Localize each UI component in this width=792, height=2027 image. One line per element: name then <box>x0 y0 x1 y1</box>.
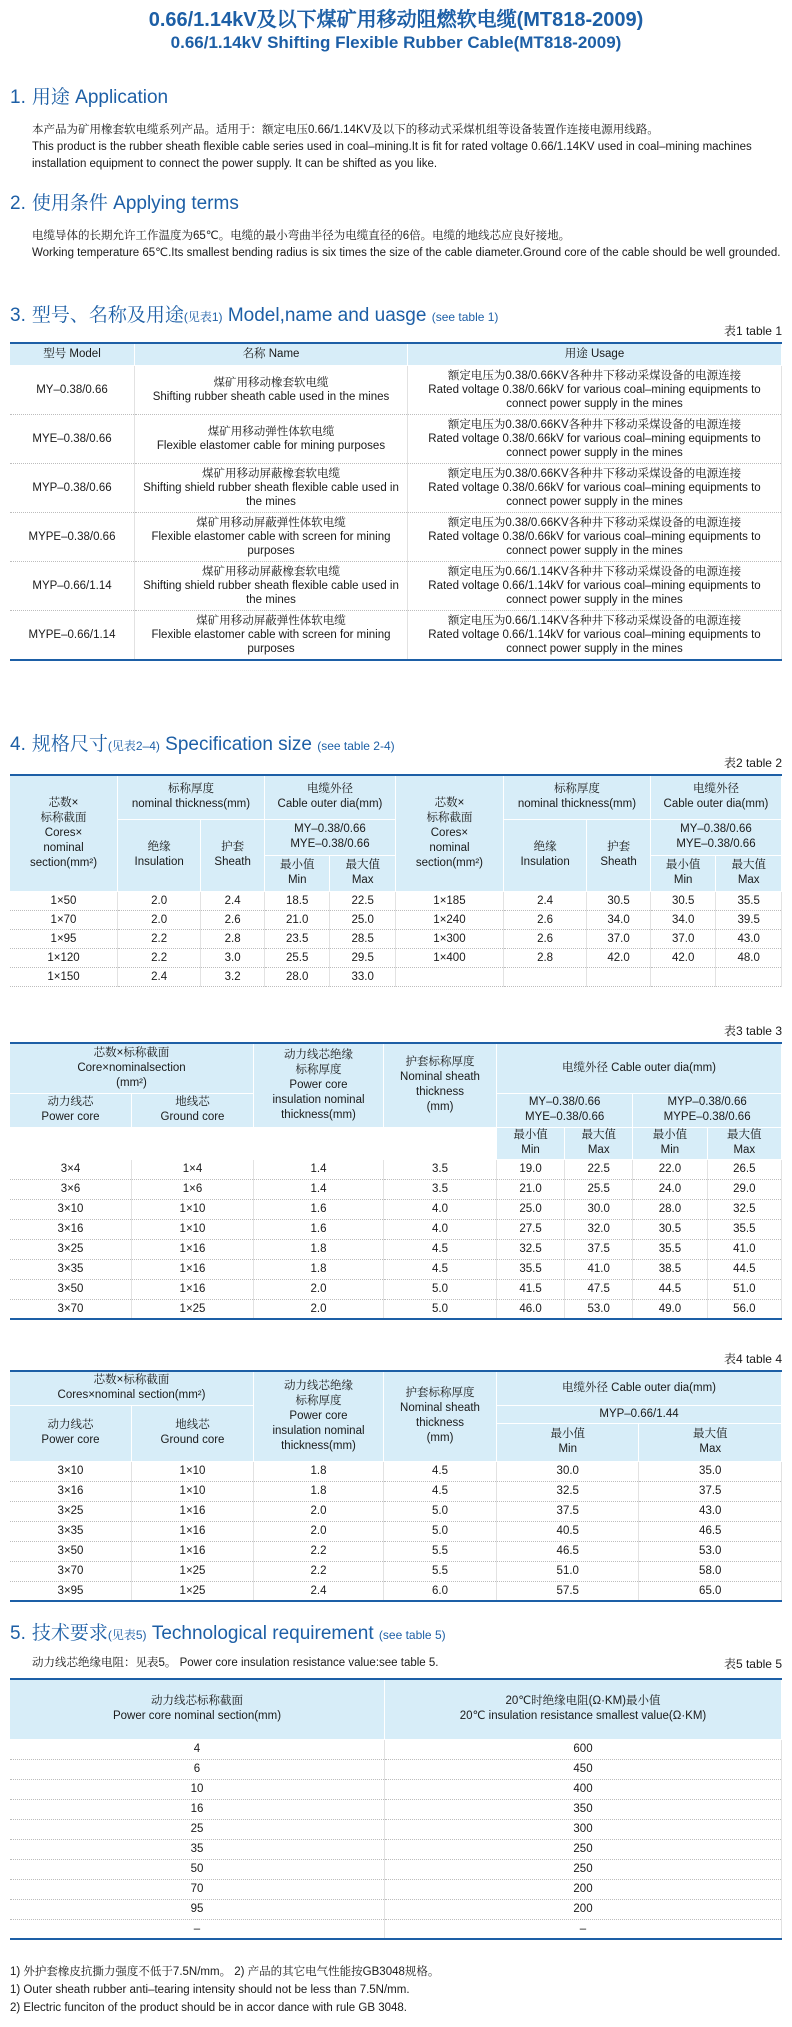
table-cell: 1×16 <box>132 1501 254 1521</box>
section-2-heading: 2. 使用条件 Applying terms <box>10 193 239 214</box>
table-cell: 1.8 <box>254 1259 384 1279</box>
table-row <box>10 1759 782 1779</box>
table-cell: 3.5 <box>384 1179 497 1199</box>
table-2-header: 绝缘 Insulation <box>503 819 586 891</box>
table-2-label: 表2 table 2 <box>723 756 782 770</box>
table-cell: 3×50 <box>10 1279 132 1299</box>
table-cell: 3×25 <box>10 1239 132 1259</box>
table-cell: 95 <box>10 1899 385 1919</box>
table-1 <box>10 342 782 661</box>
table-cell: 37.0 <box>650 929 715 948</box>
table-cell: MYPE–0.66/1.14 <box>10 610 135 660</box>
table-2 <box>10 774 782 987</box>
table-3-header: 护套标称厚度 Nominal sheath thickness (mm) <box>384 1043 497 1127</box>
table-cell: MYE–0.38/0.66 <box>10 414 135 463</box>
section-5-heading: 5. 技术要求(见表5) Technological requirement (see table 5) <box>10 1623 446 1644</box>
table-cell: 32.5 <box>497 1481 639 1501</box>
table-3-header: 最大值 Max <box>565 1127 633 1159</box>
table-2-header: 芯数× 标称截面 Cores× nominal section(mm²) <box>395 775 503 891</box>
table-row <box>10 561 782 610</box>
table-cell: 49.0 <box>633 1299 707 1319</box>
table-cell: 1×185 <box>395 891 503 910</box>
table-cell: 煤矿用移动屏蔽橡套软电缆 Shifting shield rubber sheath flexible cable used in the mines <box>135 561 408 610</box>
table-cell: 4.0 <box>384 1219 497 1239</box>
table-3-label: 表3 table 3 <box>723 1024 782 1038</box>
table-cell: 57.5 <box>497 1581 639 1601</box>
table-2-header: 护套 Sheath <box>587 819 651 891</box>
table-cell: 35.5 <box>707 1219 781 1239</box>
table-cell: 30.0 <box>497 1461 639 1481</box>
table-cell: 3×16 <box>10 1481 132 1501</box>
table-cell: 3×50 <box>10 1541 132 1561</box>
table-cell: 5.0 <box>384 1501 497 1521</box>
table-1-label: 表1 table 1 <box>723 324 782 338</box>
table-cell: 21.0 <box>264 910 329 929</box>
table-3-header: 最小值 Min <box>633 1127 707 1159</box>
table-cell: 600 <box>385 1739 782 1759</box>
table-cell: 2.0 <box>118 891 201 910</box>
table-row <box>10 1919 782 1939</box>
table-cell: 37.5 <box>639 1481 782 1501</box>
table-4-header: 护套标称厚度 Nominal sheath thickness (mm) <box>384 1371 497 1461</box>
table-cell: 1×150 <box>10 967 118 986</box>
table-5 <box>10 1678 782 1940</box>
table-cell: 32.5 <box>497 1239 565 1259</box>
table-row <box>10 1239 782 1259</box>
table-cell: 51.0 <box>497 1561 639 1581</box>
table-cell: 3×25 <box>10 1501 132 1521</box>
table-cell: 27.5 <box>497 1219 565 1239</box>
table-cell: 4.5 <box>384 1239 497 1259</box>
table-cell: 300 <box>385 1819 782 1839</box>
table-cell: 37.5 <box>497 1501 639 1521</box>
table-cell: 2.8 <box>201 929 265 948</box>
section-3-heading: 3. 型号、名称及用途(见表1) Model,name and uasge (see table 1) <box>10 305 499 326</box>
table-cell: 3×6 <box>10 1179 132 1199</box>
table-cell: 1×400 <box>395 948 503 967</box>
table-cell: 1.6 <box>254 1219 384 1239</box>
table-cell: 1.8 <box>254 1239 384 1259</box>
table-2-header: 最小值 Min <box>264 855 329 891</box>
table-cell: 200 <box>385 1879 782 1899</box>
table-cell: 3×10 <box>10 1199 132 1219</box>
table-cell: 1×95 <box>10 929 118 948</box>
table-row <box>10 1899 782 1919</box>
table-cell: 2.0 <box>254 1521 384 1541</box>
table-1-header: 型号 Model <box>10 343 135 365</box>
table-row <box>10 610 782 660</box>
table-row <box>10 1819 782 1839</box>
table-cell: 2.4 <box>118 967 201 986</box>
table-cell <box>395 967 503 986</box>
table-cell: 2.6 <box>503 929 586 948</box>
table-4-header: 最小值 Min <box>497 1423 639 1461</box>
table-cell: 1×10 <box>132 1219 254 1239</box>
table-cell: 18.5 <box>264 891 329 910</box>
table-cell: 29.0 <box>707 1179 781 1199</box>
table-cell: 24.0 <box>633 1179 707 1199</box>
table-cell: 29.5 <box>330 948 396 967</box>
table-1-header: 用途 Usage <box>408 343 782 365</box>
table-row <box>10 1779 782 1799</box>
table-cell: 35.0 <box>639 1461 782 1481</box>
table-row <box>10 1879 782 1899</box>
table-2-header: 芯数× 标称截面 Cores× nominal section(mm²) <box>10 775 118 891</box>
table-cell: 3×10 <box>10 1461 132 1481</box>
table-cell: 41.5 <box>497 1279 565 1299</box>
section-2-text: 电缆导体的长期允许工作温度为65℃。电缆的最小弯曲半径为电缆直径的6倍。电缆的地线芯应良好接地。 Working temperature 65℃.Its smallest bending radius is six times the size of the cable diameter.Ground core of the cable should be well grounded. <box>32 230 781 259</box>
table-cell <box>716 967 782 986</box>
table-cell: 6 <box>10 1759 385 1779</box>
table-cell: 10 <box>10 1779 385 1799</box>
table-cell: 53.0 <box>639 1541 782 1561</box>
table-cell: 3×35 <box>10 1259 132 1279</box>
table-cell: 1×50 <box>10 891 118 910</box>
table-cell: 5.0 <box>384 1299 497 1319</box>
table-cell: 3.2 <box>201 967 265 986</box>
table-cell: 1×240 <box>395 910 503 929</box>
table-row <box>10 1541 782 1561</box>
table-cell: 1×120 <box>10 948 118 967</box>
table-cell: 2.2 <box>118 948 201 967</box>
table-row <box>10 1859 782 1879</box>
table-row <box>10 1279 782 1299</box>
table-cell: 3×35 <box>10 1521 132 1541</box>
table-cell: 46.5 <box>497 1541 639 1561</box>
table-cell: 48.0 <box>716 948 782 967</box>
table-cell: 30.0 <box>565 1199 633 1219</box>
table-1-header: 名称 Name <box>135 343 408 365</box>
table-cell: – <box>385 1919 782 1939</box>
table-cell: 40.5 <box>497 1521 639 1541</box>
table-cell: 1.8 <box>254 1481 384 1501</box>
table-cell: 41.0 <box>707 1239 781 1259</box>
table-cell: MYP–0.38/0.66 <box>10 463 135 512</box>
table-cell: 1×25 <box>132 1561 254 1581</box>
table-3-header: 芯数×标称截面 Core×nominalsection (mm²) <box>10 1043 254 1093</box>
table-cell: 51.0 <box>707 1279 781 1299</box>
table-row <box>10 948 782 967</box>
table-cell: 22.5 <box>565 1159 633 1179</box>
table-cell: 25 <box>10 1819 385 1839</box>
table-cell <box>503 967 586 986</box>
table-cell: 46.0 <box>497 1299 565 1319</box>
table-2-header: 标称厚度 nominal thickness(mm) <box>503 775 650 819</box>
table-cell: 250 <box>385 1839 782 1859</box>
table-cell: 28.0 <box>633 1199 707 1219</box>
table-cell: 39.5 <box>716 910 782 929</box>
table-cell: 2.4 <box>201 891 265 910</box>
table-cell: 4 <box>10 1739 385 1759</box>
table-3-header: MYP–0.38/0.66 MYPE–0.38/0.66 <box>633 1093 782 1127</box>
table-cell: 3.5 <box>384 1159 497 1179</box>
table-cell: 1×4 <box>132 1159 254 1179</box>
table-cell: 35.5 <box>497 1259 565 1279</box>
table-cell: 400 <box>385 1779 782 1799</box>
table-cell: 1×300 <box>395 929 503 948</box>
table-cell: 2.0 <box>254 1279 384 1299</box>
table-cell: 煤矿用移动橡套软电缆 Shifting rubber sheath cable used in the mines <box>135 365 408 414</box>
table-4 <box>10 1370 782 1602</box>
table-cell: 35 <box>10 1839 385 1859</box>
table-row <box>10 1259 782 1279</box>
table-cell: 2.0 <box>254 1501 384 1521</box>
table-cell: 22.5 <box>330 891 396 910</box>
table-cell: 5.0 <box>384 1279 497 1299</box>
table-cell: 3×70 <box>10 1299 132 1319</box>
table-2-header: MY–0.38/0.66 MYE–0.38/0.66 <box>264 819 395 855</box>
table-cell: – <box>10 1919 385 1939</box>
table-cell: 煤矿用移动屏蔽弹性体软电缆 Flexible elastomer cable with screen for mining purposes <box>135 610 408 660</box>
table-cell: 4.0 <box>384 1199 497 1219</box>
table-cell: 1×16 <box>132 1541 254 1561</box>
table-cell: 33.0 <box>330 967 396 986</box>
table-cell: 25.5 <box>565 1179 633 1199</box>
table-cell: 1×6 <box>132 1179 254 1199</box>
table-cell: MY–0.38/0.66 <box>10 365 135 414</box>
table-cell: 23.5 <box>264 929 329 948</box>
table-2-header: MY–0.38/0.66 MYE–0.38/0.66 <box>650 819 781 855</box>
table-2-header: 标称厚度 nominal thickness(mm) <box>118 775 265 819</box>
table-cell: 22.0 <box>633 1159 707 1179</box>
table-cell: 2.2 <box>254 1561 384 1581</box>
table-2-header: 电缆外径 Cable outer dia(mm) <box>650 775 781 819</box>
table-cell: 1.4 <box>254 1159 384 1179</box>
table-cell: 4.5 <box>384 1461 497 1481</box>
table-cell: 41.0 <box>565 1259 633 1279</box>
table-cell: 450 <box>385 1759 782 1779</box>
table-row <box>10 463 782 512</box>
table-cell: 5.5 <box>384 1541 497 1561</box>
table-cell: 42.0 <box>650 948 715 967</box>
table-cell: 1.4 <box>254 1179 384 1199</box>
table-row <box>10 1219 782 1239</box>
table-3-header: 最大值 Max <box>707 1127 781 1159</box>
table-cell: 1×25 <box>132 1581 254 1601</box>
table-cell: 350 <box>385 1799 782 1819</box>
table-cell: 34.0 <box>587 910 651 929</box>
table-cell: 1×10 <box>132 1461 254 1481</box>
table-3-header: 动力线芯 Power core <box>10 1093 132 1127</box>
table-3-header: 动力线芯绝缘 标称厚度 Power core insulation nominal thickness(mm) <box>254 1043 384 1127</box>
table-cell: 47.5 <box>565 1279 633 1299</box>
table-cell: 19.0 <box>497 1159 565 1179</box>
table-cell: 4.5 <box>384 1259 497 1279</box>
table-row <box>10 1299 782 1319</box>
table-cell: 37.0 <box>587 929 651 948</box>
table-cell: 21.0 <box>497 1179 565 1199</box>
table-cell: 2.6 <box>201 910 265 929</box>
table-cell: 42.0 <box>587 948 651 967</box>
table-cell: 额定电压为0.38/0.66KV各种井下移动采煤设备的电源连接 Rated voltage 0.38/0.66kV for various coal–mining equipments to connect power supply in the mines <box>408 414 782 463</box>
table-cell: 额定电压为0.38/0.66KV各种井下移动采煤设备的电源连接 Rated voltage 0.38/0.66kV for various coal–mining equipments to connect power supply in the mines <box>408 463 782 512</box>
table-cell: 30.5 <box>650 891 715 910</box>
table-cell: 额定电压为0.66/1.14KV各种井下移动采煤设备的电源连接 Rated voltage 0.66/1.14kV for various coal–mining equipments to connect power supply in the mines <box>408 561 782 610</box>
table-cell: 4.5 <box>384 1481 497 1501</box>
table-row <box>10 1839 782 1859</box>
table-cell: 5.5 <box>384 1561 497 1581</box>
table-cell: 额定电压为0.38/0.66KV各种井下移动采煤设备的电源连接 Rated voltage 0.38/0.66kV for various coal–mining equipments to connect power supply in the mines <box>408 512 782 561</box>
table-row <box>10 967 782 986</box>
table-cell: MYP–0.66/1.14 <box>10 561 135 610</box>
table-cell: 56.0 <box>707 1299 781 1319</box>
table-row <box>10 1461 782 1481</box>
page-title-en: 0.66/1.14kV Shifting Flexible Rubber Cable(MT818-2009) <box>170 33 622 52</box>
table-cell: 2.8 <box>503 948 586 967</box>
table-cell: 5.0 <box>384 1521 497 1541</box>
table-cell: 250 <box>385 1859 782 1879</box>
table-cell: 3×4 <box>10 1159 132 1179</box>
table-3-header: 最小值 Min <box>497 1127 565 1159</box>
table-4-header: 芯数×标称截面 Cores×nominal section(mm²) <box>10 1371 254 1405</box>
table-3 <box>10 1042 782 1320</box>
table-4-header: 地线芯 Ground core <box>132 1405 254 1461</box>
table-row <box>10 1501 782 1521</box>
table-row <box>10 891 782 910</box>
table-cell: 1×16 <box>132 1279 254 1299</box>
table-row <box>10 1481 782 1501</box>
table-cell: 2.2 <box>254 1541 384 1561</box>
table-cell: 1.8 <box>254 1461 384 1481</box>
table-cell: 200 <box>385 1899 782 1919</box>
table-cell: 额定电压为0.38/0.66KV各种井下移动采煤设备的电源连接 Rated voltage 0.38/0.66kV for various coal–mining equipments to connect power supply in the mines <box>408 365 782 414</box>
table-cell: 1×10 <box>132 1199 254 1219</box>
notes: 1) 外护套橡皮抗撕力强度不低于7.5N/mm。 2) 产品的其它电气性能按GB3048规格。 1) Outer sheath rubber anti–tearing intensity should not be less than 7.5N/mm. 2) Electric funciton of the product should be in accor dance with rule GB 3048. <box>10 1966 440 2014</box>
table-row <box>10 512 782 561</box>
table-cell <box>587 967 651 986</box>
table-cell: 70 <box>10 1879 385 1899</box>
table-cell: 43.0 <box>716 929 782 948</box>
table-cell: 额定电压为0.66/1.14KV各种井下移动采煤设备的电源连接 Rated voltage 0.66/1.14kV for various coal–mining equipments to connect power supply in the mines <box>408 610 782 660</box>
table-4-header: 电缆外径 Cable outer dia(mm) <box>497 1371 782 1405</box>
table-cell: 50 <box>10 1859 385 1879</box>
table-row <box>10 414 782 463</box>
table-cell: 25.0 <box>330 910 396 929</box>
table-cell: 25.5 <box>264 948 329 967</box>
table-2-header: 最大值 Max <box>716 855 782 891</box>
table-2-header: 绝缘 Insulation <box>118 819 201 891</box>
table-cell: 1×70 <box>10 910 118 929</box>
table-cell: 65.0 <box>639 1581 782 1601</box>
table-cell: 6.0 <box>384 1581 497 1601</box>
table-4-header: MYP–0.66/1.44 <box>497 1405 782 1423</box>
table-4-label: 表4 table 4 <box>723 1352 782 1366</box>
table-cell: 32.0 <box>565 1219 633 1239</box>
table-cell: 3×95 <box>10 1581 132 1601</box>
table-4-header: 最大值 Max <box>639 1423 782 1461</box>
table-cell: 2.4 <box>503 891 586 910</box>
table-cell: 32.5 <box>707 1199 781 1219</box>
table-row <box>10 1521 782 1541</box>
page-title-cn: 0.66/1.14kV及以下煤矿用移动阻燃软电缆(MT818-2009) <box>148 9 644 31</box>
table-cell: 16 <box>10 1799 385 1819</box>
table-cell: 煤矿用移动屏蔽橡套软电缆 Shifting shield rubber sheath flexible cable used in the mines <box>135 463 408 512</box>
table-cell: 煤矿用移动弹性体软电缆 Flexible elastomer cable for mining purposes <box>135 414 408 463</box>
table-cell: MYPE–0.38/0.66 <box>10 512 135 561</box>
table-cell: 43.0 <box>639 1501 782 1521</box>
table-cell: 35.5 <box>716 891 782 910</box>
table-cell: 2.2 <box>118 929 201 948</box>
section-5-intro: 动力线芯绝缘电阻：见表5。 Power core insulation resistance value:see table 5. <box>32 1657 439 1669</box>
table-5-header: 20℃时绝缘电阻(Ω·KM)最小值 20℃ insulation resistance smallest value(Ω·KM) <box>385 1679 782 1739</box>
table-cell: 44.5 <box>633 1279 707 1299</box>
table-cell: 44.5 <box>707 1259 781 1279</box>
table-2-header: 最小值 Min <box>650 855 715 891</box>
table-cell: 26.5 <box>707 1159 781 1179</box>
table-cell <box>650 967 715 986</box>
table-row <box>10 1581 782 1601</box>
table-row <box>10 1179 782 1199</box>
table-cell: 煤矿用移动屏蔽弹性体软电缆 Flexible elastomer cable with screen for mining purposes <box>135 512 408 561</box>
table-cell: 2.0 <box>118 910 201 929</box>
table-row <box>10 1799 782 1819</box>
table-2-header: 护套 Sheath <box>201 819 265 891</box>
table-row <box>10 1561 782 1581</box>
table-cell: 30.5 <box>633 1219 707 1239</box>
table-3-header: 地线芯 Ground core <box>132 1093 254 1127</box>
table-5-label: 表5 table 5 <box>723 1657 782 1671</box>
table-row <box>10 1159 782 1179</box>
table-cell: 30.5 <box>587 891 651 910</box>
table-cell: 1×25 <box>132 1299 254 1319</box>
table-cell: 34.0 <box>650 910 715 929</box>
table-cell: 35.5 <box>633 1239 707 1259</box>
table-3-header: 电缆外径 Cable outer dia(mm) <box>497 1043 782 1093</box>
table-cell: 2.4 <box>254 1581 384 1601</box>
table-cell: 1.6 <box>254 1199 384 1219</box>
table-2-header: 最大值 Max <box>330 855 396 891</box>
table-cell: 53.0 <box>565 1299 633 1319</box>
table-cell: 25.0 <box>497 1199 565 1219</box>
table-cell: 1×16 <box>132 1239 254 1259</box>
table-cell: 2.6 <box>503 910 586 929</box>
table-cell: 3×70 <box>10 1561 132 1581</box>
table-row <box>10 1739 782 1759</box>
table-3-header: MY–0.38/0.66 MYE–0.38/0.66 <box>497 1093 633 1127</box>
table-cell: 3.0 <box>201 948 265 967</box>
section-1-text: 本产品为矿用橡套软电缆系列产品。适用于：额定电压0.66/1.14KV及以下的移动式采煤机组等设备装置作连接电源用线路。 This product is the rubber sheath flexible cable series used in coal–mining.It is fit for rated voltage 0.66/1.14KV used in coal–mining machines installation equipment to connect the power supply. It can be shifted as you like. <box>32 124 752 170</box>
table-cell: 37.5 <box>565 1239 633 1259</box>
table-cell: 1×10 <box>132 1481 254 1501</box>
section-1-heading: 1. 用途 Application <box>10 87 169 108</box>
table-cell: 28.0 <box>264 967 329 986</box>
table-row <box>10 365 782 414</box>
table-2-header: 电缆外径 Cable outer dia(mm) <box>264 775 395 819</box>
table-cell: 2.0 <box>254 1299 384 1319</box>
table-cell: 58.0 <box>639 1561 782 1581</box>
table-4-header: 动力线芯 Power core <box>10 1405 132 1461</box>
table-cell: 46.5 <box>639 1521 782 1541</box>
table-row <box>10 929 782 948</box>
table-cell: 38.5 <box>633 1259 707 1279</box>
table-cell: 3×16 <box>10 1219 132 1239</box>
table-4-header: 动力线芯绝缘 标称厚度 Power core insulation nominal thickness(mm) <box>254 1371 384 1461</box>
table-cell: 1×16 <box>132 1259 254 1279</box>
section-4-heading: 4. 规格尺寸(见表2–4) Specification size (see table 2-4) <box>10 734 395 755</box>
table-row <box>10 1199 782 1219</box>
table-cell: 1×16 <box>132 1521 254 1541</box>
table-row <box>10 910 782 929</box>
table-cell: 28.5 <box>330 929 396 948</box>
table-5-header: 动力线芯标称截面 Power core nominal section(mm) <box>10 1679 385 1739</box>
